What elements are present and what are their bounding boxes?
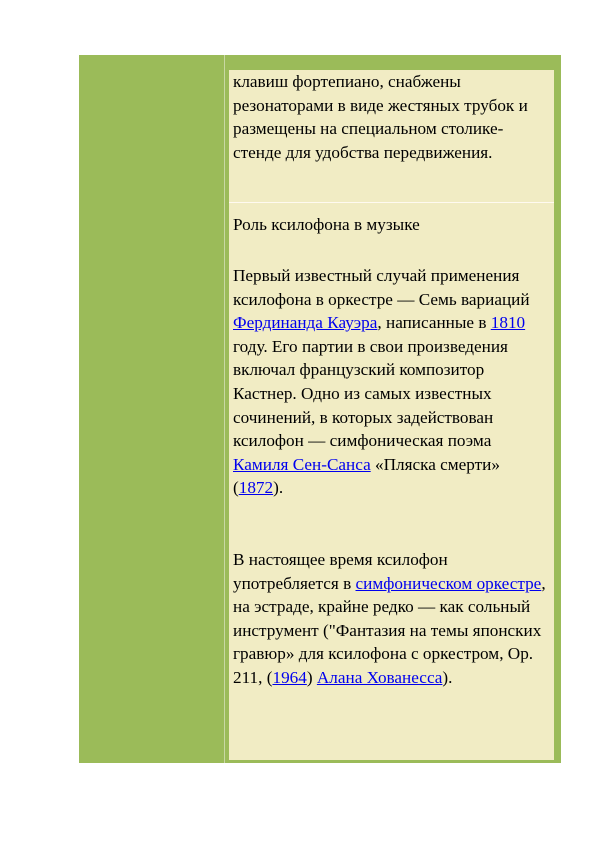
- link-kauer[interactable]: Фердинанда Кауэра: [233, 313, 378, 333]
- link-saint-saens[interactable]: Камиля Сен-Санса: [233, 454, 371, 474]
- paragraph-continuation: клавиш фортепиано, снабжены резонаторами в виде жестяных трубок и размещены на специальном столике-стенде для удобства передвижения.: [233, 72, 528, 162]
- text-run: , на эстраде, крайне редко — как сольный инструмент ("Фантазия на темы японских гравюр» для ксилофона с оркестром, Op. 211, (: [233, 573, 546, 687]
- link-1872[interactable]: 1872: [238, 478, 274, 498]
- text-run: ).: [442, 667, 453, 687]
- link-symphony-orchestra[interactable]: симфоническом оркестре: [355, 573, 542, 593]
- content-table: [79, 55, 561, 763]
- paragraph-present-day: [233, 548, 551, 690]
- text-run: В настоящее время ксилофон употребляется в: [233, 550, 448, 593]
- paragraph-history: [233, 264, 551, 500]
- section-heading: Роль ксилофона в музыке: [233, 215, 420, 234]
- text-run: , написанные в: [377, 313, 491, 333]
- text-run: «Пляска смерти» (: [233, 454, 500, 498]
- link-hovhaness[interactable]: Алана Хованесса: [316, 667, 443, 687]
- text-run: ).: [273, 478, 284, 498]
- link-1810[interactable]: 1810: [490, 313, 526, 333]
- text-run: Первый известный случай применения ксилофона в оркестре — Семь вариаций: [233, 266, 530, 309]
- text-run: году. Его партии в свои произведения включал французский композитор Кастнер. Одно из самых известных сочинений, в которых задействован ксилофон — симфоническая поэма: [233, 336, 508, 451]
- table-right-cell: [229, 70, 554, 760]
- link-1964[interactable]: 1964: [272, 667, 307, 687]
- table-left-cell: [79, 55, 225, 763]
- row-divider: [229, 202, 554, 203]
- text-run: ): [306, 667, 317, 687]
